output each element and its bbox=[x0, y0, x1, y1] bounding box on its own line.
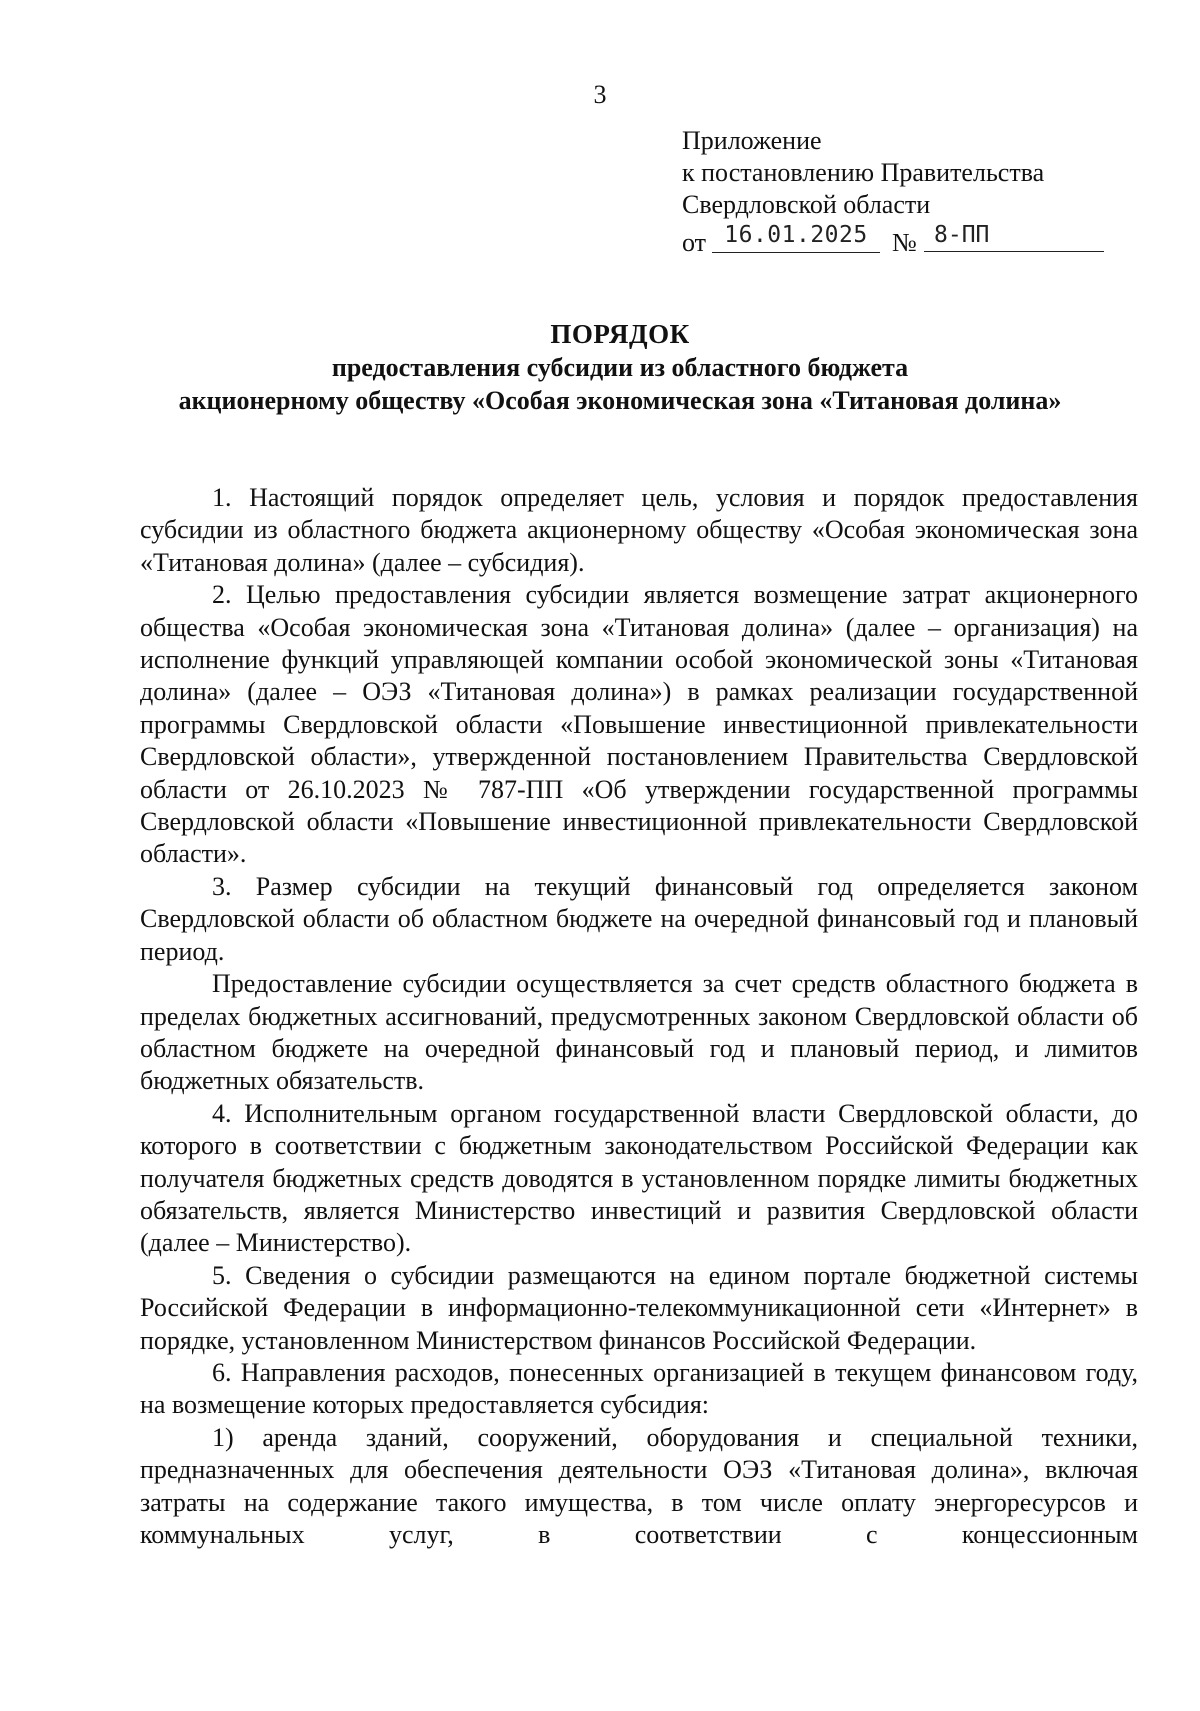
appendix-reference: к постановлению Правительства bbox=[682, 158, 1045, 187]
appendix-title: Приложение bbox=[682, 126, 822, 155]
document-subtitle-line-1: предоставления субсидии из областного бюджета bbox=[331, 353, 909, 382]
paragraph-4: 4. Исполнительным органом государственной власти Свердловской области, до которого в соответствии с бюджетным законодательством Российской Федерации как получателя бюджетных средств доводятся в установленном порядке лимиты бюджетных обязательств, является Министерство инвестиций и развития Свердловской области (далее – Министерство). bbox=[140, 1098, 1138, 1258]
document-subtitle-line-2: акционерному обществу «Особая экономическая зона «Титановая долина» bbox=[178, 386, 1062, 415]
paragraph-3-continuation: Предоставление субсидии осуществляется за счет средств областного бюджета в пределах бюджетных ассигнований, предусмотренных законом Свердловской области об областном бюджете на очередной финансовый год и плановый период, и лимитов бюджетных обязательств. bbox=[140, 969, 1138, 1096]
document-title-block bbox=[120, 318, 1120, 417]
number-label: № bbox=[892, 228, 917, 257]
document-body bbox=[140, 482, 1138, 1551]
date-from-label: от bbox=[682, 228, 707, 257]
decree-date: 16.01.2025 bbox=[712, 221, 880, 253]
appendix-region: Свердловской области bbox=[682, 190, 931, 219]
paragraph-2: 2. Целью предоставления субсидии является возмещение затрат акционерного общества «Особая экономическая зона «Титановая долина» (далее – организация) на исполнение функций управляющей компании особой экономической зоны «Титановая долина» (далее – ОЭЗ «Титановая долина») в рамках реализации государственной программы Свердловской области «Повышение инвестиционной привлекательности Свердловской области», утвержденной постановлением Правительства Свердловской области от 26.10.2023 № 787-ПП «Об утверждении государственной программы Свердловской области «Повышение инвестиционной привлекательности Свердловской области». bbox=[140, 580, 1138, 869]
paragraph-5: 5. Сведения о субсидии размещаются на едином портале бюджетной системы Российской Федерации в информационно-телекоммуникационной сети «Интернет» в порядке, установленном Министерством финансов Российской Федерации. bbox=[140, 1260, 1138, 1355]
document-title: ПОРЯДОК bbox=[550, 319, 690, 349]
paragraph-6-item-1: 1) аренда зданий, сооружений, оборудования и специальной техники, предназначенных для обеспечения деятельности ОЭЗ «Титановая долина», включая затраты на содержание такого имущества, в том числе оплату энергоресурсов и коммунальных услуг, в соответствии с концессионным bbox=[140, 1422, 1138, 1549]
appendix-date-line bbox=[682, 221, 1122, 257]
page-number: 3 bbox=[593, 80, 607, 109]
paragraph-1: 1. Настоящий порядок определяет цель, условия и порядок предоставления субсидии из областного бюджета акционерному обществу «Особая экономическая зона «Титановая долина» (далее – субсидия). bbox=[140, 483, 1138, 577]
decree-number: 8-ПП bbox=[924, 221, 1104, 252]
paragraph-3: 3. Размер субсидии на текущий финансовый год определяется законом Свердловской области об областном бюджете на очередной финансовый год и плановый период. bbox=[140, 871, 1138, 966]
paragraph-6: 6. Направления расходов, понесенных организацией в текущем финансовом году, на возмещение которых предоставляется субсидия: bbox=[140, 1357, 1138, 1420]
appendix-header bbox=[682, 125, 1122, 257]
